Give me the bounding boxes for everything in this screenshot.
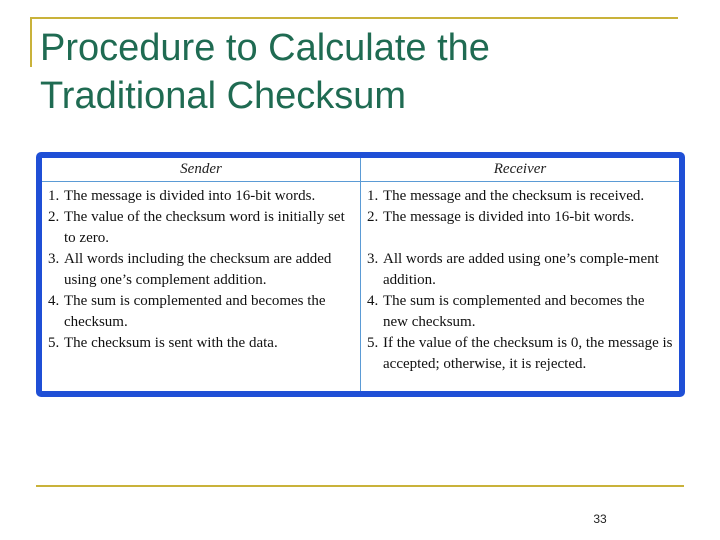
step-text: The sum is complemented and becomes the checksum. xyxy=(64,293,326,330)
step-text: The message is divided into 16-bit words. xyxy=(383,209,635,225)
receiver-step-2 xyxy=(367,207,673,228)
table-header-row xyxy=(42,158,679,182)
sender-step-1 xyxy=(48,186,354,207)
step-number: 5. xyxy=(367,335,379,351)
step-number: 1. xyxy=(367,188,379,204)
sender-step-5 xyxy=(48,333,354,354)
slide-title-line-2: Traditional Checksum xyxy=(40,75,407,117)
step-text: If the value of the checksum is 0, the message is accepted; otherwise, it is rejected. xyxy=(383,335,673,372)
sender-header: Sender xyxy=(42,158,361,181)
receiver-step-3 xyxy=(367,249,673,291)
step-number: 2. xyxy=(367,209,379,225)
bottom-rule xyxy=(36,485,684,487)
receiver-column xyxy=(361,182,679,391)
step-text: The sum is complemented and becomes the new checksum. xyxy=(383,293,645,330)
sender-step-4 xyxy=(48,291,354,333)
receiver-step-1 xyxy=(367,186,673,207)
receiver-step-5 xyxy=(367,333,673,375)
page-number: 33 xyxy=(593,512,607,526)
sender-step-2 xyxy=(48,207,354,249)
step-text: All words are added using one’s comple-ment addition. xyxy=(383,251,659,288)
step-text: All words including the checksum are added using one’s complement addition. xyxy=(64,251,332,288)
slide-title-line-1: Procedure to Calculate the xyxy=(40,27,490,69)
step-number: 1. xyxy=(48,188,60,204)
top-rule xyxy=(30,17,678,19)
step-number: 5. xyxy=(48,335,60,351)
step-text: The value of the checksum word is initially set to zero. xyxy=(64,209,345,246)
checksum-procedure-table xyxy=(36,152,685,397)
step-spacer xyxy=(367,228,673,249)
step-number: 3. xyxy=(367,251,379,267)
table-inner xyxy=(42,158,679,391)
step-number: 4. xyxy=(48,293,60,309)
left-rule xyxy=(30,17,32,67)
step-text: The message is divided into 16-bit words. xyxy=(64,188,316,204)
step-text: The message and the checksum is received. xyxy=(383,188,645,204)
step-number: 3. xyxy=(48,251,60,267)
step-text: The checksum is sent with the data. xyxy=(64,335,278,351)
receiver-header: Receiver xyxy=(493,161,547,177)
step-number: 2. xyxy=(48,209,60,225)
sender-step-3 xyxy=(48,249,354,291)
slide-title xyxy=(40,24,490,120)
receiver-step-4 xyxy=(367,291,673,333)
step-number: 4. xyxy=(367,293,379,309)
sender-column xyxy=(42,182,361,391)
table-body-row xyxy=(42,182,679,391)
